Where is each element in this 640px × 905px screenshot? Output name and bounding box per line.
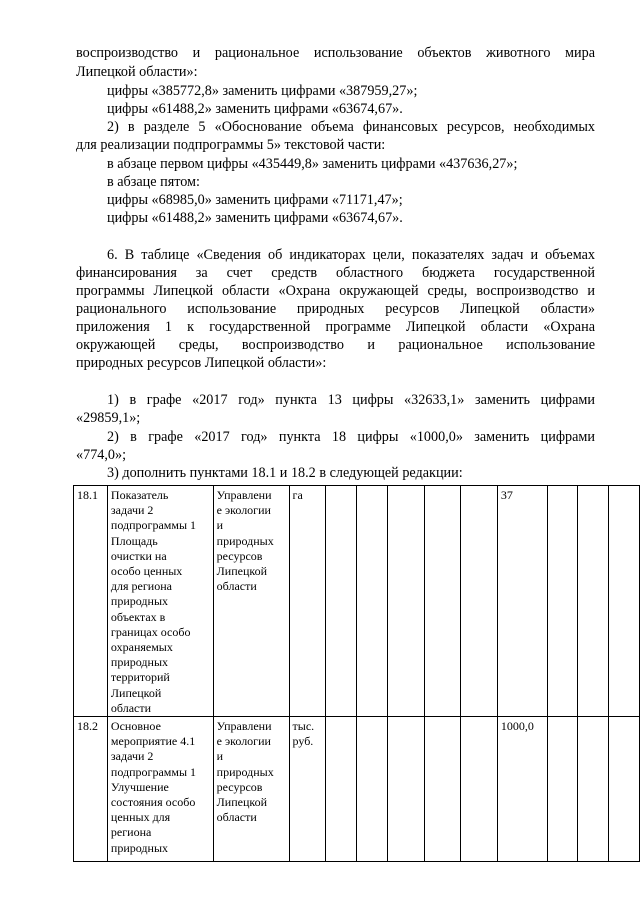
text-line: приложения 1 к государственной программе Липецкой области «Охрана (76, 319, 595, 335)
text-line: 6. В таблице «Сведения об индикаторах цели, показателях задач и объемах (107, 247, 595, 263)
table-row (74, 486, 640, 717)
executor-cell: Управлени е экологии и природных ресурсов Липецкой области (213, 717, 289, 862)
value-2017-cell: 37 (497, 486, 547, 717)
empty-cell (387, 486, 424, 717)
text-line: 2) в разделе 5 «Обоснование объема финансовых ресурсов, необходимых (107, 119, 595, 135)
empty-cell (461, 717, 498, 862)
empty-cell (461, 486, 498, 717)
text-line: «29859,1»; (76, 410, 141, 426)
indicator-name-cell: Показатель задачи 2 подпрограммы 1 Площадь очистки на особо ценных для региона природных объектах в границах особо охраняемых природных территорий Липецкой области (107, 486, 213, 717)
text-line: цифры «61488,2» заменить цифрами «63674,67». (107, 210, 403, 226)
text-line: 1) в графе «2017 год» пункта 13 цифры «32633,1» заменить цифрами (107, 392, 595, 408)
text-line: окружающей среды, воспроизводство и рациональное использование (76, 337, 595, 353)
text-line: 2) в графе «2017 год» пункта 18 цифры «1000,0» заменить цифрами (107, 429, 595, 445)
value-2017-cell: 1000,0 (497, 717, 547, 862)
empty-cell (609, 717, 640, 862)
text-line: в абзаце пятом: (107, 174, 200, 190)
indicator-name-cell: Основное мероприятие 4.1 задачи 2 подпрограммы 1 Улучшение состояния особо ценных для региона природных (107, 717, 213, 862)
empty-cell (424, 486, 461, 717)
text-line: в абзаце первом цифры «435449,8» заменить цифрами «437636,27»; (107, 156, 518, 172)
text-line: рационального использование природных ресурсов Липецкой области» (76, 301, 595, 317)
empty-cell (547, 486, 578, 717)
indicators-table (73, 485, 640, 862)
text-line: Липецкой области»: (76, 64, 198, 80)
empty-cell (578, 717, 609, 862)
executor-cell: Управлени е экологии и природных ресурсов Липецкой области (213, 486, 289, 717)
unit-cell: га (289, 486, 326, 717)
empty-cell (357, 486, 388, 717)
empty-cell (547, 717, 578, 862)
text-line: финансирования за счет средств областного бюджета государственной (76, 265, 595, 281)
empty-cell (326, 717, 357, 862)
empty-cell (609, 486, 640, 717)
text-line: цифры «68985,0» заменить цифрами «71171,47»; (107, 192, 403, 208)
row-number-cell: 18.2 (74, 717, 108, 862)
empty-cell (424, 717, 461, 862)
text-line: цифры «61488,2» заменить цифрами «63674,67». (107, 101, 403, 117)
unit-cell: тыс. руб. (289, 717, 326, 862)
row-number-cell: 18.1 (74, 486, 108, 717)
text-line: цифры «385772,8» заменить цифрами «387959,27»; (107, 83, 418, 99)
empty-cell (387, 717, 424, 862)
text-line: для реализации подпрограммы 5» текстовой части: (76, 137, 386, 153)
text-line: воспроизводство и рациональное использование объектов животного мира (76, 45, 595, 61)
table-row (74, 717, 640, 862)
empty-cell (326, 486, 357, 717)
empty-cell (357, 717, 388, 862)
empty-cell (578, 486, 609, 717)
text-line: природных ресурсов Липецкой области»: (76, 355, 327, 371)
text-line: 3) дополнить пунктами 18.1 и 18.2 в следующей редакции: (107, 465, 463, 481)
text-line: «774,0»; (76, 447, 127, 463)
text-line: программы Липецкой области «Охрана окружающей среды, воспроизводство и (76, 283, 595, 299)
